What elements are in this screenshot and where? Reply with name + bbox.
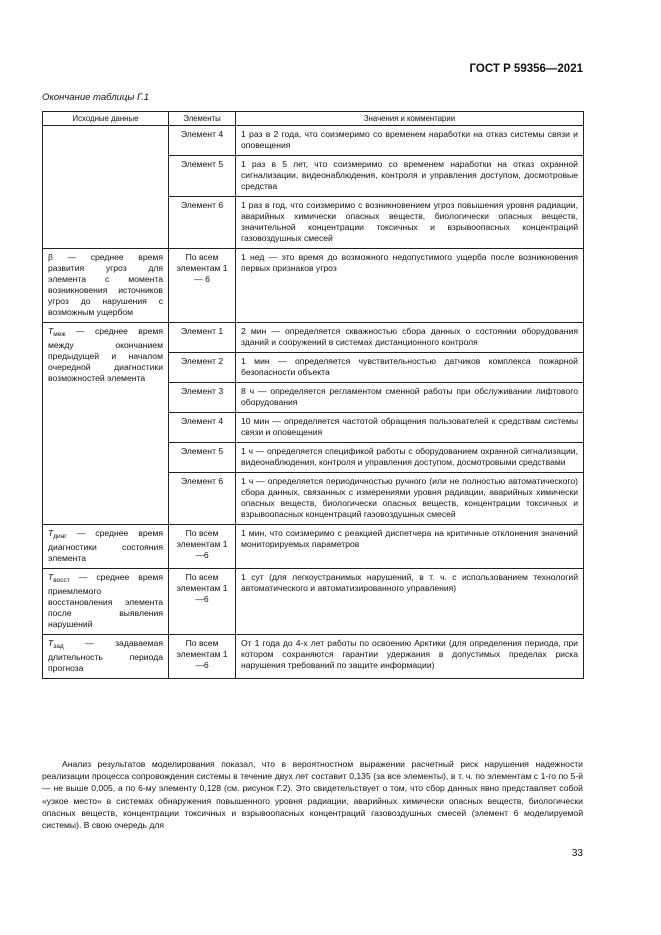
parameters-table [42,111,584,679]
element-cell: По всем элементам 1 — 6 [169,249,236,323]
parameter-symbol: T [48,638,54,648]
parameter-description: — среднее время развития угроз для элемента с момента возникновения источников угроз до нарушения с возможным ущербом [48,252,163,317]
value-cell: 1 раз в год, что соизмеримо с возникновением угроз повышения уровня радиации, аварийных химически опасных веществ, биологически опасных веществ, значительной концентрации токсичных и взрывоопасных концентраций газовоздушных смесей [236,197,584,249]
parameter-description: — среднее время приемлемого восстановления элемента после выявления нарушений [48,572,163,629]
parameter-subscript: зад [53,643,64,650]
table-row [43,525,584,569]
element-cell: По всем элементам 1—6 [169,635,236,679]
value-cell: 2 мин — определяется скважностью сбора данных о состоянии оборудования зданий и сооружений в системах дистанционного контроля [236,323,584,353]
element-cell: Элемент 5 [169,443,236,473]
parameter-description: — задаваемая длительность периода прогноза [48,638,163,673]
analysis-paragraph: Анализ результатов моделирования показал, что в вероятностном выражении расчетный риск нарушения надежности реализации процесса сопровождения системы в течение двух лет составит 0,135 (за все элементы), в т. ч. по элементам с 1-го по 5-й — не выше 0,005, а по 6-му элементу 0,128 (см. рисунок Г.2). Это свидетельствует о том, что сбор данных явно представляет собой «узкое место» в системах обнаружения повышенного уровня радиации, аварийных химически опасных веществ, биологически опасных веществ, концентрации токсичных и взрывоопасных концентраций газовоздушных смесей (элемент 6 моделируемой системы). В свою очередь для [42,759,583,831]
page-number: 33 [571,848,583,859]
table-row [43,126,584,156]
parameter-symbol: T [48,528,54,538]
table-header-row [43,112,584,126]
table-row [43,249,584,323]
parameter-symbol: T [48,572,54,582]
value-cell: 1 нед — это время до возможного недопустимого ущерба после возникновения первых признаков угроз [236,249,584,323]
value-cell: 1 раз в 2 года, что соизмеримо со временем наработки на отказ системы связи и оповещения [236,126,584,156]
value-cell: 1 раз в 5 лет, что соизмеримо со временем наработки на отказ охранной сигнализации, видеонаблюдения, контроля и управления доступом, досмотровые средства [236,156,584,197]
element-cell: Элемент 4 [169,413,236,443]
table-row [43,635,584,679]
table-body [43,126,584,679]
value-cell: 1 мин — определяется чувствительностью датчиков комплекса пожарной безопасности объекта [236,353,584,383]
parameter-subscript: восст [53,577,70,584]
parameter-description: — среднее время между окончанием предыдущей и началом очередной диагностики возможностей элемента [48,326,163,383]
value-cell: 1 ч — определяется периодичностью ручного (или не полностью автоматического) сбора данных, связанных с измерениями уровня радиации, аварийных химически опасных веществ, биологически опасных веществ, концентрации токсичных и взрывоопасных концентраций газовоздушных смесей [236,473,584,525]
parameter-cell [43,569,169,635]
element-cell: По всем элементам 1—6 [169,525,236,569]
element-cell: Элемент 6 [169,197,236,249]
column-header-values: Значения и комментарии [236,112,584,126]
element-cell: Элемент 3 [169,383,236,413]
element-cell: По всем элементам 1—6 [169,569,236,635]
parameter-subscript: меж [53,331,66,338]
value-cell: 10 мин — определяется частотой обращения пользователей к средствам системы связи и оповещения [236,413,584,443]
element-cell: Элемент 1 [169,323,236,353]
parameter-symbol: T [48,326,54,336]
element-cell: Элемент 2 [169,353,236,383]
parameter-cell [43,126,169,249]
value-cell: 1 мин, что соизмеримо с реакцией диспетчера на критичные отклонения значений мониторируемых параметров [236,525,584,569]
parameter-greek-symbol: β [48,252,53,262]
element-cell: Элемент 6 [169,473,236,525]
element-cell: Элемент 5 [169,156,236,197]
standard-designation: ГОСТ Р 59356—2021 [469,63,583,75]
column-header-source-data: Исходные данные [43,112,169,126]
value-cell: 1 сут (для легкоустранимых нарушений, в т. ч. с использованием технологий автоматического и автоматизированного управления) [236,569,584,635]
parameter-cell [43,525,169,569]
element-cell: Элемент 4 [169,126,236,156]
parameter-subscript: диаг [53,533,67,540]
parameter-cell [43,635,169,679]
table-row [43,569,584,635]
parameter-description: — среднее время диагностики состояния элемента [48,528,163,563]
parameter-cell [43,249,169,323]
parameter-cell [43,323,169,525]
column-header-elements: Элементы [169,112,236,126]
value-cell: От 1 года до 4-х лет работы по освоению Арктики (для определения периода, при котором сохраняются гарантии удержания в допустимых пределах риска нарушения требований по защите информации) [236,635,584,679]
table-caption: Окончание таблицы Г.1 [42,92,150,103]
value-cell: 1 ч — определяется спецификой работы с оборудованием охранной сигнализации, видеонаблюдения, контроля и управления доступом, досмотровыми средствами [236,443,584,473]
value-cell: 8 ч — определяется регламентом сменной работы при обслуживании лифтового оборудования [236,383,584,413]
table-row [43,323,584,353]
